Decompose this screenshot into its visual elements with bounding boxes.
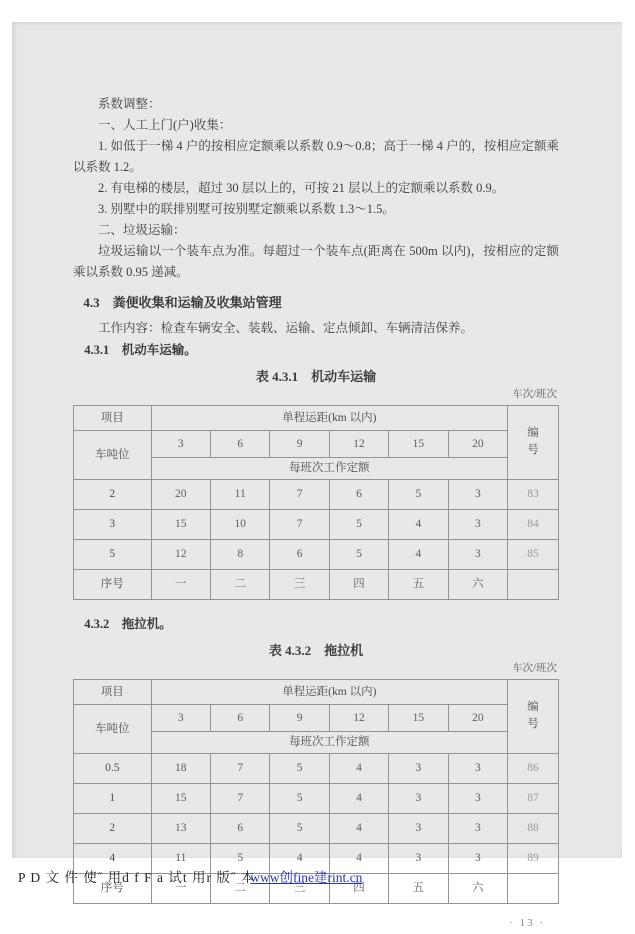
header-distance: 9: [270, 705, 329, 732]
paragraph: 3. 别墅中的联排别墅可按别墅定额乘以系数 1.3～1.5。: [98, 202, 395, 216]
table-cell: 4: [329, 814, 388, 844]
table-cell: 3: [448, 540, 507, 570]
table-cell: 7: [270, 510, 329, 540]
table-cell: 15: [151, 784, 210, 814]
header-tonnage: 车吨位: [74, 705, 152, 754]
table-cell: 5: [270, 754, 329, 784]
table-cell: 二: [211, 570, 270, 600]
table-cell: 89: [508, 844, 559, 874]
table-cell: 3: [389, 754, 448, 784]
table-cell: 10: [211, 510, 270, 540]
table-cell: 3: [448, 480, 507, 510]
header-item: 项目: [74, 406, 152, 431]
table-cell: 85: [508, 540, 559, 570]
header-quota: 每班次工作定额: [151, 732, 507, 754]
table-cell: 5: [270, 814, 329, 844]
table-cell: 7: [270, 480, 329, 510]
unit-note: 车次/班次: [512, 389, 557, 400]
table-cell: 83: [508, 480, 559, 510]
table-cell: [508, 570, 559, 600]
table-row: [74, 406, 559, 431]
sub-heading-431: 4.3.1 机动车运输。: [84, 343, 197, 357]
paragraph: 1. 如低于一梯 4 户的按相应定额乘以系数 0.9～0.8；高于一梯 4 户的，按相应定额乘以系数 1.2。: [73, 139, 559, 174]
header-distance-span: 单程运距(km 以内): [151, 406, 507, 431]
table-cell: 7: [211, 754, 270, 784]
table-cell: 3: [389, 814, 448, 844]
header-tonnage: 车吨位: [74, 431, 152, 480]
header-id-col: [508, 406, 559, 480]
table-block-432: [73, 640, 559, 904]
watermark-link[interactable]: www创fine建rint.cn: [250, 870, 363, 885]
table-cell: 5: [389, 480, 448, 510]
table-cell: [508, 874, 559, 904]
table-row: [74, 431, 559, 458]
page-content: [73, 94, 559, 934]
table-cell: 四: [329, 874, 388, 904]
table-cell: 86: [508, 754, 559, 784]
table-cell: 15: [151, 510, 210, 540]
table-cell: 一: [151, 570, 210, 600]
table-row: [74, 480, 559, 510]
header-id-col: [508, 680, 559, 754]
table-cell: 三: [270, 570, 329, 600]
header-quota: 每班次工作定额: [151, 458, 507, 480]
sub-heading-432: 4.3.2 拖拉机。: [84, 617, 172, 631]
table-cell: 12: [151, 540, 210, 570]
page-number: · 13 ·: [509, 917, 545, 929]
table-row: [74, 680, 559, 705]
table-cell: 6: [211, 814, 270, 844]
table-row: [74, 814, 559, 844]
table-cell: 4: [329, 754, 388, 784]
table-row: [74, 784, 559, 814]
header-id-col-label: 编号: [527, 426, 539, 456]
work-content: 工作内容：检查车辆安全、装载、运输、定点倾卸、车辆清洁保养。: [98, 321, 474, 335]
table-cell: 20: [151, 480, 210, 510]
table-cell: 3: [74, 510, 152, 540]
table-cell: 4: [389, 510, 448, 540]
header-distance: 12: [329, 705, 388, 732]
watermark-prefix: P D 文 件 使˝ 用d f F a 试t 用r 版˝ 本: [18, 870, 256, 885]
table-cell: 3: [448, 814, 507, 844]
table-cell: 11: [151, 844, 210, 874]
table-cell: 4: [270, 844, 329, 874]
header-distance: 3: [151, 431, 210, 458]
table-cell: 3: [448, 754, 507, 784]
table-cell: 5: [329, 540, 388, 570]
table-cell: 87: [508, 784, 559, 814]
header-distance: 12: [329, 431, 388, 458]
header-distance: 6: [211, 705, 270, 732]
table-cell: 5: [329, 510, 388, 540]
table-cell: 序号: [74, 570, 152, 600]
section-heading: 4.3 粪便收集和运输及收集站管理: [83, 295, 282, 310]
paragraph: 一、人工上门(户)收集：: [98, 118, 232, 132]
table-cell: 3: [448, 844, 507, 874]
header-distance: 3: [151, 705, 210, 732]
table-cell: 8: [211, 540, 270, 570]
table-cell: 三: [270, 874, 329, 904]
header-distance: 15: [389, 431, 448, 458]
table-cell: 11: [211, 480, 270, 510]
table-cell: 5: [74, 540, 152, 570]
table-cell: 4: [389, 540, 448, 570]
table-cell: 六: [448, 570, 507, 600]
table-cell: 0.5: [74, 754, 152, 784]
table-cell: 4: [329, 844, 388, 874]
table-row: [74, 705, 559, 732]
quota-table-431: [73, 405, 559, 600]
table-cell: 5: [211, 844, 270, 874]
table-cell: 3: [389, 784, 448, 814]
header-id-col-label: 编号: [527, 700, 539, 730]
header-item: 项目: [74, 680, 152, 705]
header-distance: 15: [389, 705, 448, 732]
table-cell: 6: [270, 540, 329, 570]
table-row: [74, 510, 559, 540]
table-cell: 2: [74, 480, 152, 510]
header-distance: 6: [211, 431, 270, 458]
table-cell: 7: [211, 784, 270, 814]
table-cell: 3: [448, 784, 507, 814]
table-cell: 序号: [74, 874, 152, 904]
table-cell: 4: [74, 844, 152, 874]
header-distance-span: 单程运距(km 以内): [151, 680, 507, 705]
table-cell: 3: [448, 510, 507, 540]
table-cell: 13: [151, 814, 210, 844]
table-cell: 5: [270, 784, 329, 814]
table-block-431: [73, 366, 559, 600]
paragraph: 垃圾运输以一个装车点为准。每超过一个装车点(距离在 500m 以内)，按相应的定额乘以系数 0.95 递减。: [73, 244, 559, 279]
table-row: [74, 540, 559, 570]
table-cell: 3: [389, 844, 448, 874]
watermark-text: [18, 866, 362, 886]
table-row: [74, 754, 559, 784]
unit-note: 车次/班次: [512, 663, 557, 674]
header-distance: 20: [448, 431, 507, 458]
paragraph: 二、垃圾运输：: [98, 223, 186, 237]
header-distance: 9: [270, 431, 329, 458]
table-cell: 6: [329, 480, 388, 510]
table-cell: 一: [151, 874, 210, 904]
header-distance: 20: [448, 705, 507, 732]
table-title: 表 4.3.1 机动车运输: [255, 369, 377, 384]
paragraph: 2. 有电梯的楼层，超过 30 层以上的，可按 21 层以上的定额乘以系数 0.9。: [98, 181, 505, 195]
table-cell: 五: [389, 874, 448, 904]
table-row: [74, 570, 559, 600]
table-cell: 2: [74, 814, 152, 844]
table-cell: 二: [211, 874, 270, 904]
table-cell: 五: [389, 570, 448, 600]
table-title: 表 4.3.2 拖拉机: [268, 643, 364, 658]
table-cell: 4: [329, 784, 388, 814]
table-cell: 六: [448, 874, 507, 904]
paragraph: 系数调整：: [98, 97, 161, 111]
table-cell: 84: [508, 510, 559, 540]
table-cell: 88: [508, 814, 559, 844]
table-cell: 四: [329, 570, 388, 600]
table-cell: 1: [74, 784, 152, 814]
table-cell: 18: [151, 754, 210, 784]
